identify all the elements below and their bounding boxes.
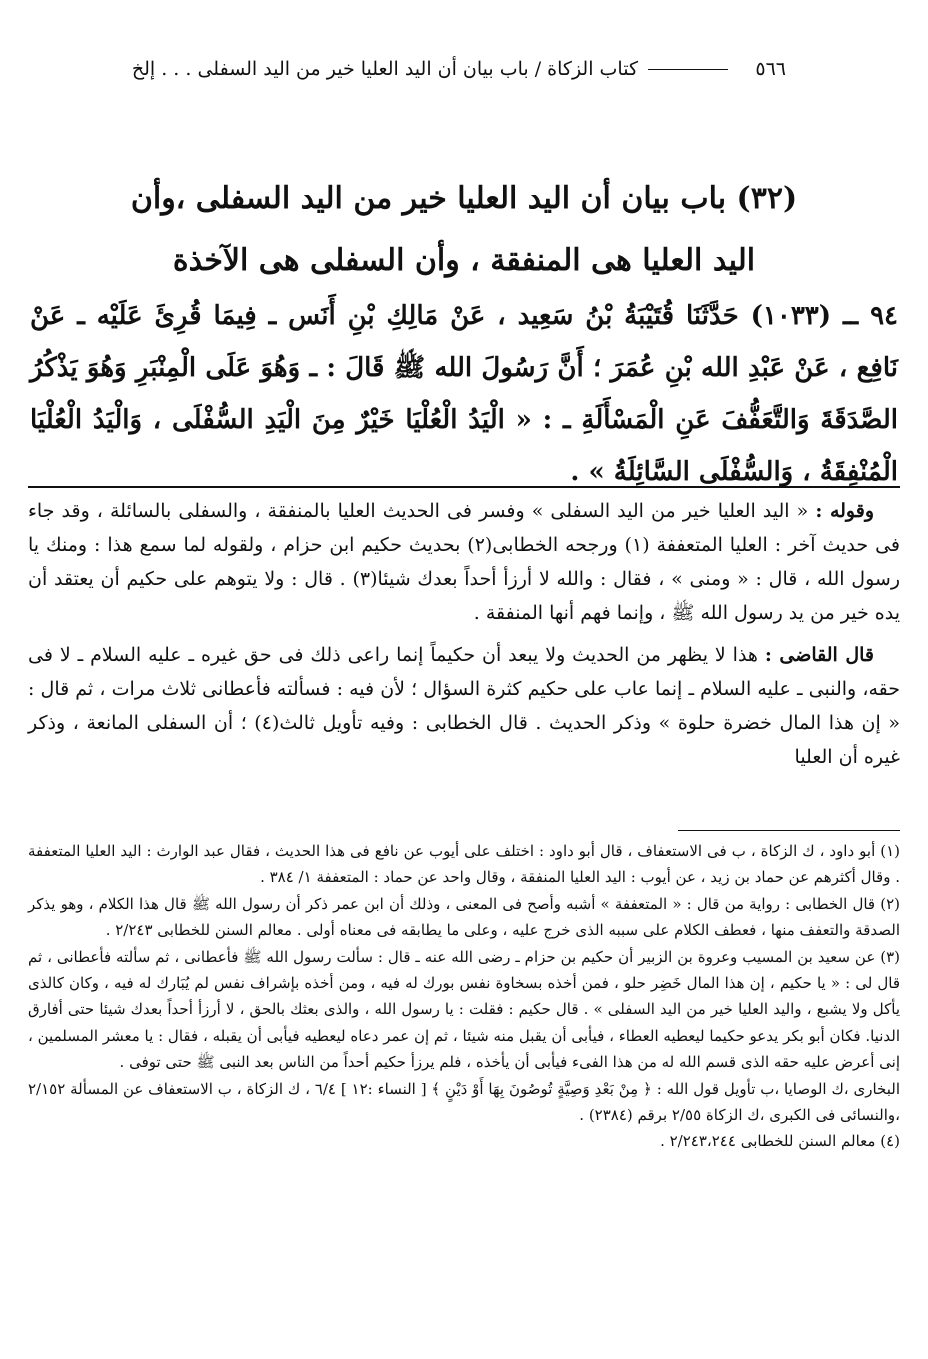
footnote: (٤) معالم السنن للخطابى ٢/٢٤٣،٢٤٤ . <box>660 1132 900 1151</box>
footnote: (١) أبو داود ، ك الزكاة ، ب فى الاستعفاف ، قال أبو داود : اختلف على أيوب عن نافع فى هذا الحديث ، فقال عبد الوارث : اليد العليا المتعففة . وقال أكثرهم عن حماد بن زيد ، عن أيوب : اليد العليا المنفقة ، وقال واحد عن حماد : المتعففة ١/ ٣٨٤ . <box>28 842 900 887</box>
chapter-title-line-1: (٣٢) باب بيان أن اليد العليا خير من اليد السفلى ،وأن <box>130 181 798 216</box>
footnote: البخارى ،ك الوصايا ،ب تأويل قول الله : ﴿ مِنْ بَعْدِ وَصِيَّةٍ تُوصُونَ بِهَا أَوْ دَيْنٍ ﴾ [ النساء :١٢ ] ٦/٤ ، ك الزكاة ، ب الاستعفاف عن المسألة ٢/١٥٢ ،والنسائى فى الكبرى ،ك الزكاة ٢/٥٥ برقم (٢٣٨٤) . <box>28 1079 901 1125</box>
commentary-lead: وقوله : <box>815 500 874 522</box>
commentary-paragraph <box>28 494 900 630</box>
commentary-text: هذا لا يظهر من الحديث ولا يبعد أن حكيماً إنما راعى ذلك فى حق غيره ـ عليه السلام ـ لا فى حقه، والنبى ـ عليه السلام ـ إنما عاب على حكيم كثرة السؤال ؛ لأن فيه : فسألته فأعطانى ثلاث مرات ، ثم قال : « إن هذا المال خضرة حلوة » وذكر الحديث . قال الخطابى : وفيه تأويل ثالث(٤) ؛ أن السفلى المانعة ، وذكر غيره أن العليا <box>28 644 900 768</box>
footnotes <box>28 838 900 1155</box>
commentary-text: « اليد العليا خير من اليد السفلى » وفسر فى الحديث العليا بالمنفقة ، والسفلى بالسائلة ، وقد جاء فى حديث آخر : العليا المتعففة (١) ورجحه الخطابى(٢) بحديث حكيم ابن حزام ، ولقوله لما سمع هذا : ومنك يا رسول الله ، قال : « ومنى » ، فقال : والله لا أرزأ أحداً بعدك شيئا(٣) . قال : ولا يتوهم على حكيم أن يعتقد أن يده خير من يد رسول الله ﷺ ، وإنما فهم أنها المنفقة . <box>28 500 900 624</box>
commentary-lead: قال القاضى : <box>764 644 874 666</box>
chapter-title <box>60 168 868 292</box>
footnote: (٢) قال الخطابى : رواية من قال : « المتعففة » أشبه وأصح فى المعنى ، وذلك أن ابن عمر ذكر أن رسول الله ﷺ قال هذا الكلام ، وهو يذكر الصدقة والتعفف منها ، فعطف الكلام على سببه الذى خرج عليه ، وعلى ما يطابقه فى معناه أولى . معالم السنن للخطابى ٢/٢٤٣ . <box>28 894 900 940</box>
commentary-divider <box>28 486 900 488</box>
running-title: كتاب الزكاة / باب بيان أن اليد العليا خير من اليد السفلى . . . إلخ <box>131 58 638 80</box>
hadith-text: ٩٤ ــ (١٠٣٣) حَدَّثَنَا قُتَيْبَةُ بْنُ سَعِيد ، عَنْ مَالِكِ بْنِ أَنَس ـ فِيمَا قُرِئَ عَلَيْه ـ عَنْ نَافِع ، عَنْ عَبْدِ الله بْنِ عُمَرَ ؛ أَنَّ رَسُولَ الله ﷺ قَالَ : ـ وَهُوَ عَلَى الْمِنْبَرِ وَهُوَ يَذْكُرُ الصَّدَقَةَ وَالتَّعَفُّفَ عَنِ الْمَسْأَلَةِ ـ : « الْيَدُ الْعُلْيَا خَيْرٌ مِنَ الْيَدِ السُّفْلَى ، وَالْيَدُ الْعُلْيَا الْمُنْفِقَةُ ، وَالسُّفْلَى السَّائِلَةُ » . <box>30 301 898 487</box>
header-rule <box>648 69 728 70</box>
page-number: ٥٦٦ <box>755 58 786 80</box>
running-head <box>28 58 728 80</box>
commentary <box>28 494 900 782</box>
footnote: (٣) عن سعيد بن المسيب وعروة بن الزبير أن حكيم بن حزام ـ رضى الله عنه ـ قال : سألت رسول الله ﷺ فأعطانى ، ثم سألته فأعطانى ، ثم قال لى : « يا حكيم ، إن هذا المال خَضِر حلو ، فمن أخذه بسخاوة نفس بورك له فيه ، ومن أخذه بإشراف نفس لم يُبَارك له فيه ، وكان كالذى يأكل ولا يشبع ، واليد العليا خير من اليد السفلى » . قال حكيم : فقلت : يا رسول الله ، والذى بعثك بالحق ، لا أرزأ أحداً بعدك شيئا حتى أفارق الدنيا. فكان أبو بكر يدعو حكيما ليعطيه العطاء ، فيأبى أن يقبل منه شيئا ، ثم إن عمر دعاه ليعطيه فيأبى أن يقبله ، فقال : يا معشر المسلمين ، إنى أعرض عليه حقه الذى قسم الله له من هذا الفىء فيأبى أن يأخذه ، فلم يرزأ حكيم أحداً من الناس بعد النبى ﷺ حتى توفى . <box>28 947 900 1072</box>
commentary-paragraph <box>28 638 900 774</box>
chapter-title-line-2: اليد العليا هى المنفقة ، وأن السفلى هى الآخذة <box>172 243 756 278</box>
footnote-divider <box>678 830 900 831</box>
